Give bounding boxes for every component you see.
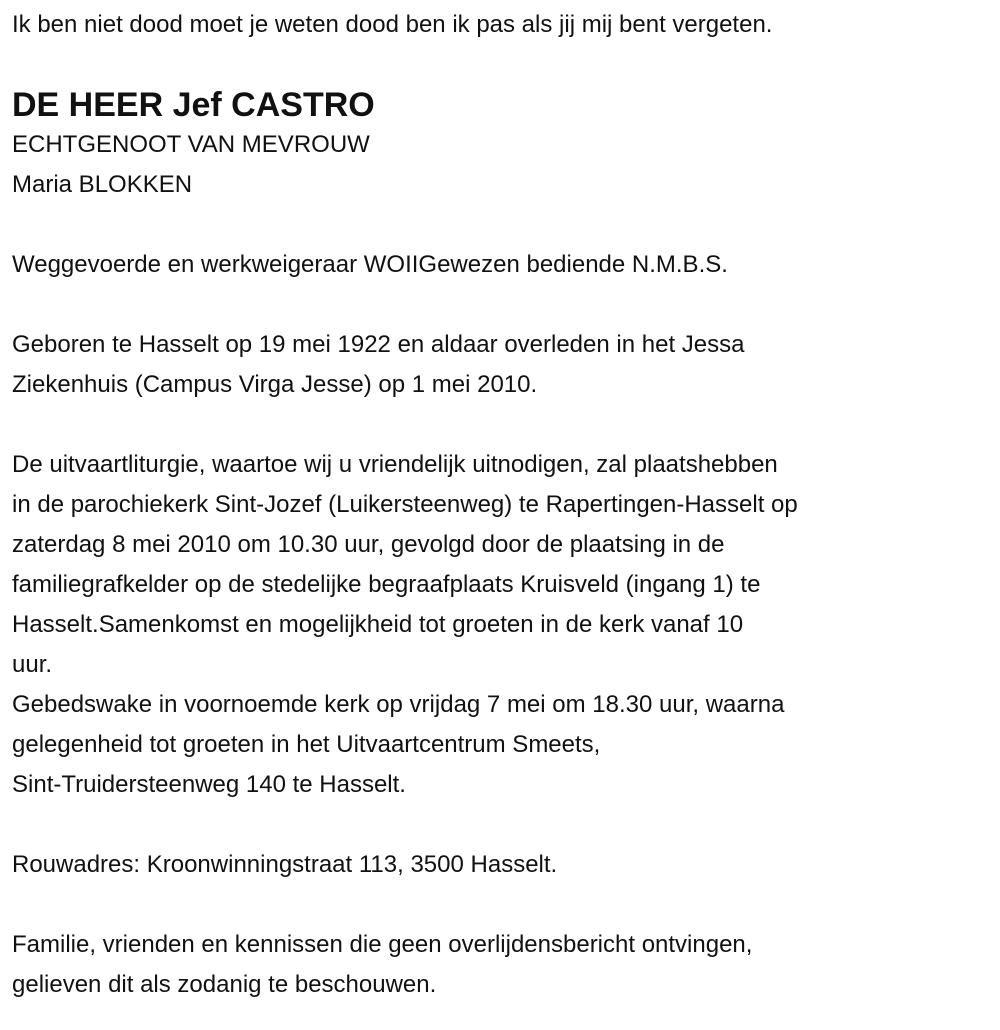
paragraph xyxy=(12,325,1000,405)
paragraph-line: Gebedswake in voornoemde kerk op vrijdag 7 mei om 18.30 uur, waarna xyxy=(12,691,785,718)
paragraph-line: gelegenheid tot groeten in het Uitvaartcentrum Smeets, xyxy=(12,731,601,758)
paragraph-line: Sint-Truidersteenweg 140 te Hasselt. xyxy=(12,771,406,798)
deceased-name: DE HEER Jef CASTRO xyxy=(12,86,375,124)
paragraph-line: uur. xyxy=(12,651,53,678)
spouse-label: ECHTGENOOT VAN MEVROUW xyxy=(12,131,370,158)
paragraph-line: familiegrafkelder op de stedelijke begraafplaats Kruisveld (ingang 1) te xyxy=(12,571,761,598)
paragraph-line: zaterdag 8 mei 2010 om 10.30 uur, gevolgd door de plaatsing in de xyxy=(12,531,725,558)
paragraph-line: De uitvaartliturgie, waartoe wij u vriendelijk uitnodigen, zal plaatshebben xyxy=(12,451,778,478)
paragraph-line: Geboren te Hasselt op 19 mei 1922 en aldaar overleden in het Jessa xyxy=(12,331,745,358)
paragraph-gap xyxy=(12,205,1000,245)
paragraph-line: in de parochiekerk Sint-Jozef (Luikersteenweg) te Rapertingen-Hasselt op xyxy=(12,491,798,518)
paragraph xyxy=(12,245,1000,285)
paragraph-gap xyxy=(12,885,1000,925)
paragraph-gap xyxy=(12,285,1000,325)
paragraph-line: Ziekenhuis (Campus Virga Jesse) op 1 mei 2010. xyxy=(12,371,538,398)
paragraph-line: Familie, vrienden en kennissen die geen overlijdensbericht ontvingen, xyxy=(12,931,753,958)
paragraph-line: Rouwadres: Kroonwinningstraat 113, 3500 Hasselt. xyxy=(12,851,558,878)
quote: Ik ben niet dood moet je weten dood ben ik pas als jij mij bent vergeten. xyxy=(12,11,773,38)
paragraph-line: gelieven dit als zodanig te beschouwen. xyxy=(12,971,437,998)
paragraph-gap xyxy=(12,405,1000,445)
paragraph xyxy=(12,845,1000,885)
paragraph xyxy=(12,925,1000,1005)
paragraph-gap xyxy=(12,805,1000,845)
paragraph-line: Hasselt.Samenkomst en mogelijkheid tot groeten in de kerk vanaf 10 xyxy=(12,611,744,638)
spouse-name: Maria BLOKKEN xyxy=(12,171,193,198)
paragraph-line: Weggevoerde en werkweigeraar WOIIGewezen bediende N.M.B.S. xyxy=(12,251,728,278)
paragraph xyxy=(12,445,1000,805)
notice-body xyxy=(12,205,1000,1005)
